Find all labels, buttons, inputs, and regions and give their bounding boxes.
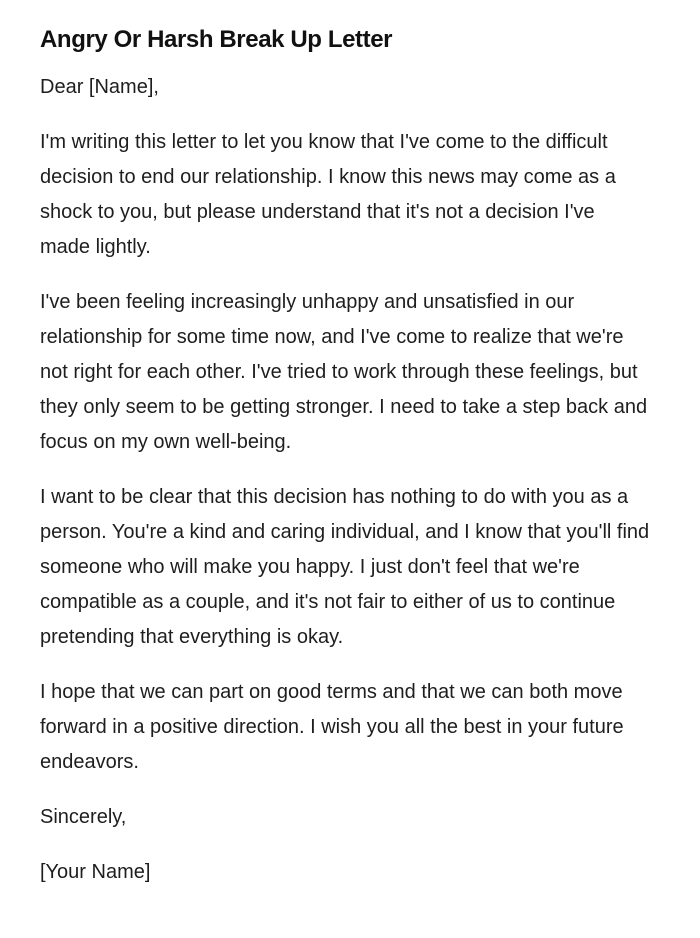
paragraph-2: I've been feeling increasingly unhappy and unsatisfied in our relationship for some time now, and I've come to realize that we're not right for each other. I've tried to work through these feelings, but they only seem to be getting stronger. I need to take a step back and focus on my own well-being. [40, 291, 648, 453]
paragraph-3: I want to be clear that this decision has nothing to do with you as a person. You're a kind and caring individual, and I know that you'll find someone who will make you happy. I just don't feel that we're compatible as a couple, and it's not fair to either of us to continue pretending that everything is okay. [40, 486, 650, 648]
salutation: Dear [Name], [40, 76, 159, 98]
letter-body [40, 70, 650, 910]
paragraph-1: I'm writing this letter to let you know that I've come to the difficult decision to end our relationship. I know this news may come as a shock to you, but please understand that it's not a decision I've made lightly. [40, 131, 616, 258]
closing: Sincerely, [40, 806, 127, 828]
signature: [Your Name] [40, 861, 151, 883]
paragraph-4: I hope that we can part on good terms and that we can both move forward in a positive direction. I wish you all the best in your future endeavors. [40, 681, 624, 773]
letter-title: Angry Or Harsh Break Up Letter [40, 26, 393, 53]
